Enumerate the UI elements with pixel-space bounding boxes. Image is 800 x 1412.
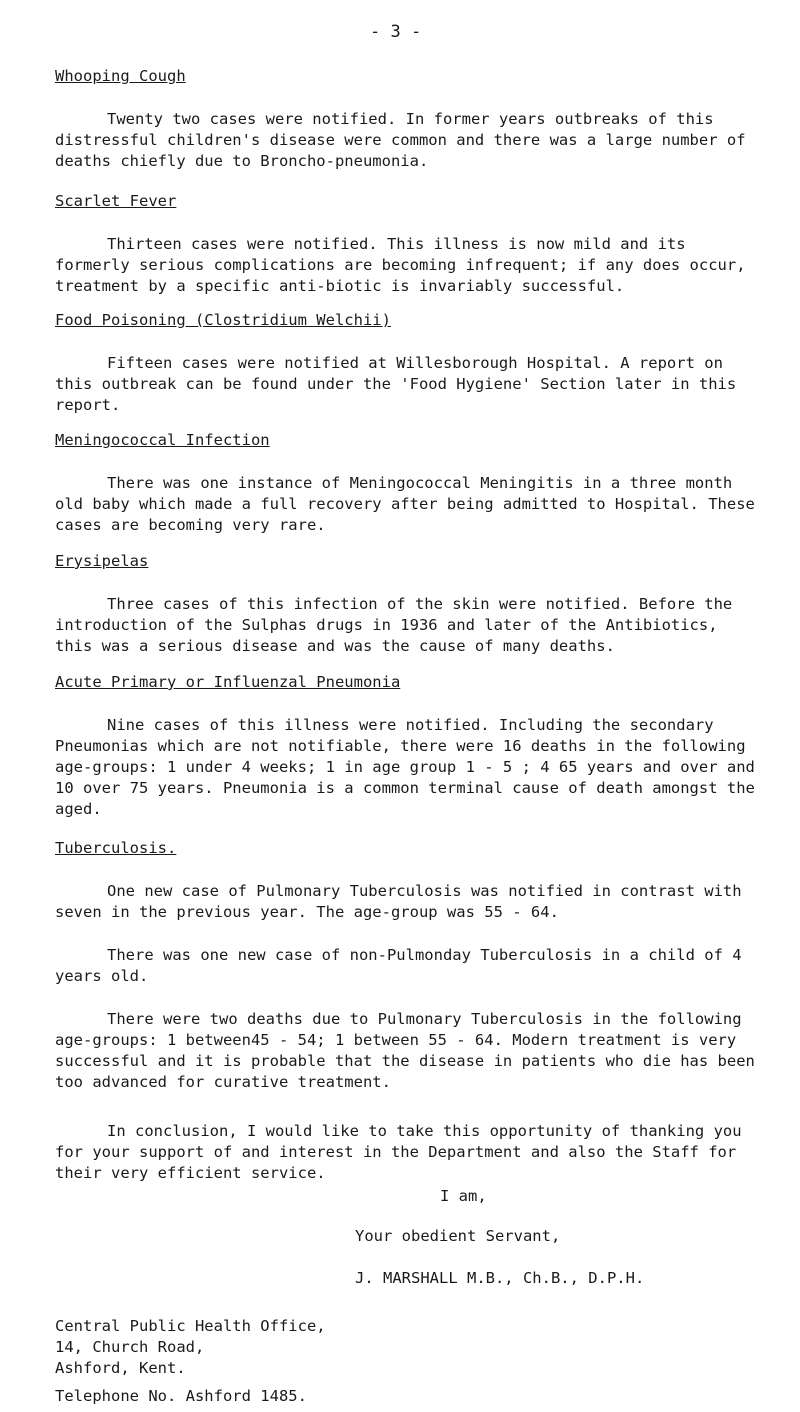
section-paragraph: There was one instance of Meningococcal Meningitis in a three month old baby which made a full recovery after being admitted to Hospital. These cases are becoming very rare. — [55, 474, 755, 534]
section-heading: Meningococcal Infection — [55, 431, 270, 449]
address-line: Ashford, Kent. — [55, 1359, 186, 1377]
section-heading: Whooping Cough — [55, 67, 186, 85]
section-heading: Erysipelas — [55, 552, 149, 570]
address-line: 14, Church Road, — [55, 1338, 205, 1356]
section-heading: Scarlet Fever — [55, 192, 177, 210]
telephone-number: Telephone No. Ashford 1485. — [55, 1387, 307, 1405]
section-paragraph: There was one new case of non-Pulmonday Tuberculosis in a child of 4 years old. — [55, 946, 742, 985]
closing-line: Your obedient Servant, — [355, 1227, 561, 1245]
section-paragraph: Twenty two cases were notified. In former years outbreaks of this distressful children's disease were common and there was a large number of deaths chiefly due to Broncho-pneumonia. — [55, 110, 746, 170]
section-paragraph: Nine cases of this illness were notified. Including the secondary Pneumonias which are not notifiable, there were 16 deaths in the following age-groups: 1 under 4 weeks; 1 in age group 1 - 5 ; 4 65 years and over and 10 over 75 years. Pneumonia is a common terminal cause of death amongst the aged. — [55, 716, 755, 818]
section-scarlet-fever — [55, 191, 755, 297]
section-erysipelas — [55, 551, 755, 657]
section-heading: Food Poisoning (Clostridium Welchii) — [55, 311, 391, 329]
section-paragraph: Fifteen cases were notified at Willesborough Hospital. A report on this outbreak can be found under the 'Food Hygiene' Section later in this report. — [55, 354, 737, 414]
section-tuberculosis — [55, 838, 755, 1184]
address-line: Central Public Health Office, — [55, 1317, 326, 1335]
section-heading: Tuberculosis. — [55, 839, 177, 857]
conclusion-paragraph: In conclusion, I would like to take this opportunity of thanking you for your support of and interest in the Department and also the Staff for their very efficient service. — [55, 1122, 742, 1182]
section-pneumonia — [55, 672, 755, 820]
sender-address — [55, 1316, 326, 1379]
section-heading: Acute Primary or Influenzal Pneumonia — [55, 673, 401, 691]
closing-salutation: I am, — [440, 1187, 487, 1205]
section-paragraph: Thirteen cases were notified. This illness is now mild and its formerly serious complications are becoming infrequent; if any does occur, treatment by a specific anti-biotic is invariably successful. — [55, 235, 746, 295]
section-whooping-cough — [55, 66, 755, 172]
section-paragraph: Three cases of this infection of the skin were notified. Before the introduction of the Sulphas drugs in 1936 and later of the Antibiotics, this was a serious disease and was the cause of many deaths. — [55, 595, 733, 655]
signature: J. MARSHALL M.B., Ch.B., D.P.H. — [355, 1269, 645, 1287]
section-paragraph: There were two deaths due to Pulmonary Tuberculosis in the following age-groups: 1 between45 - 54; 1 between 55 - 64. Modern treatment is very successful and it is probable that the disease in patients who die has been too advanced for curative treatment. — [55, 1010, 755, 1091]
section-meningococcal-infection — [55, 430, 755, 536]
section-food-poisoning — [55, 310, 755, 416]
section-paragraph: One new case of Pulmonary Tuberculosis was notified in contrast with seven in the previous year. The age-group was 55 - 64. — [55, 882, 742, 921]
page-number: - 3 - — [370, 22, 422, 42]
